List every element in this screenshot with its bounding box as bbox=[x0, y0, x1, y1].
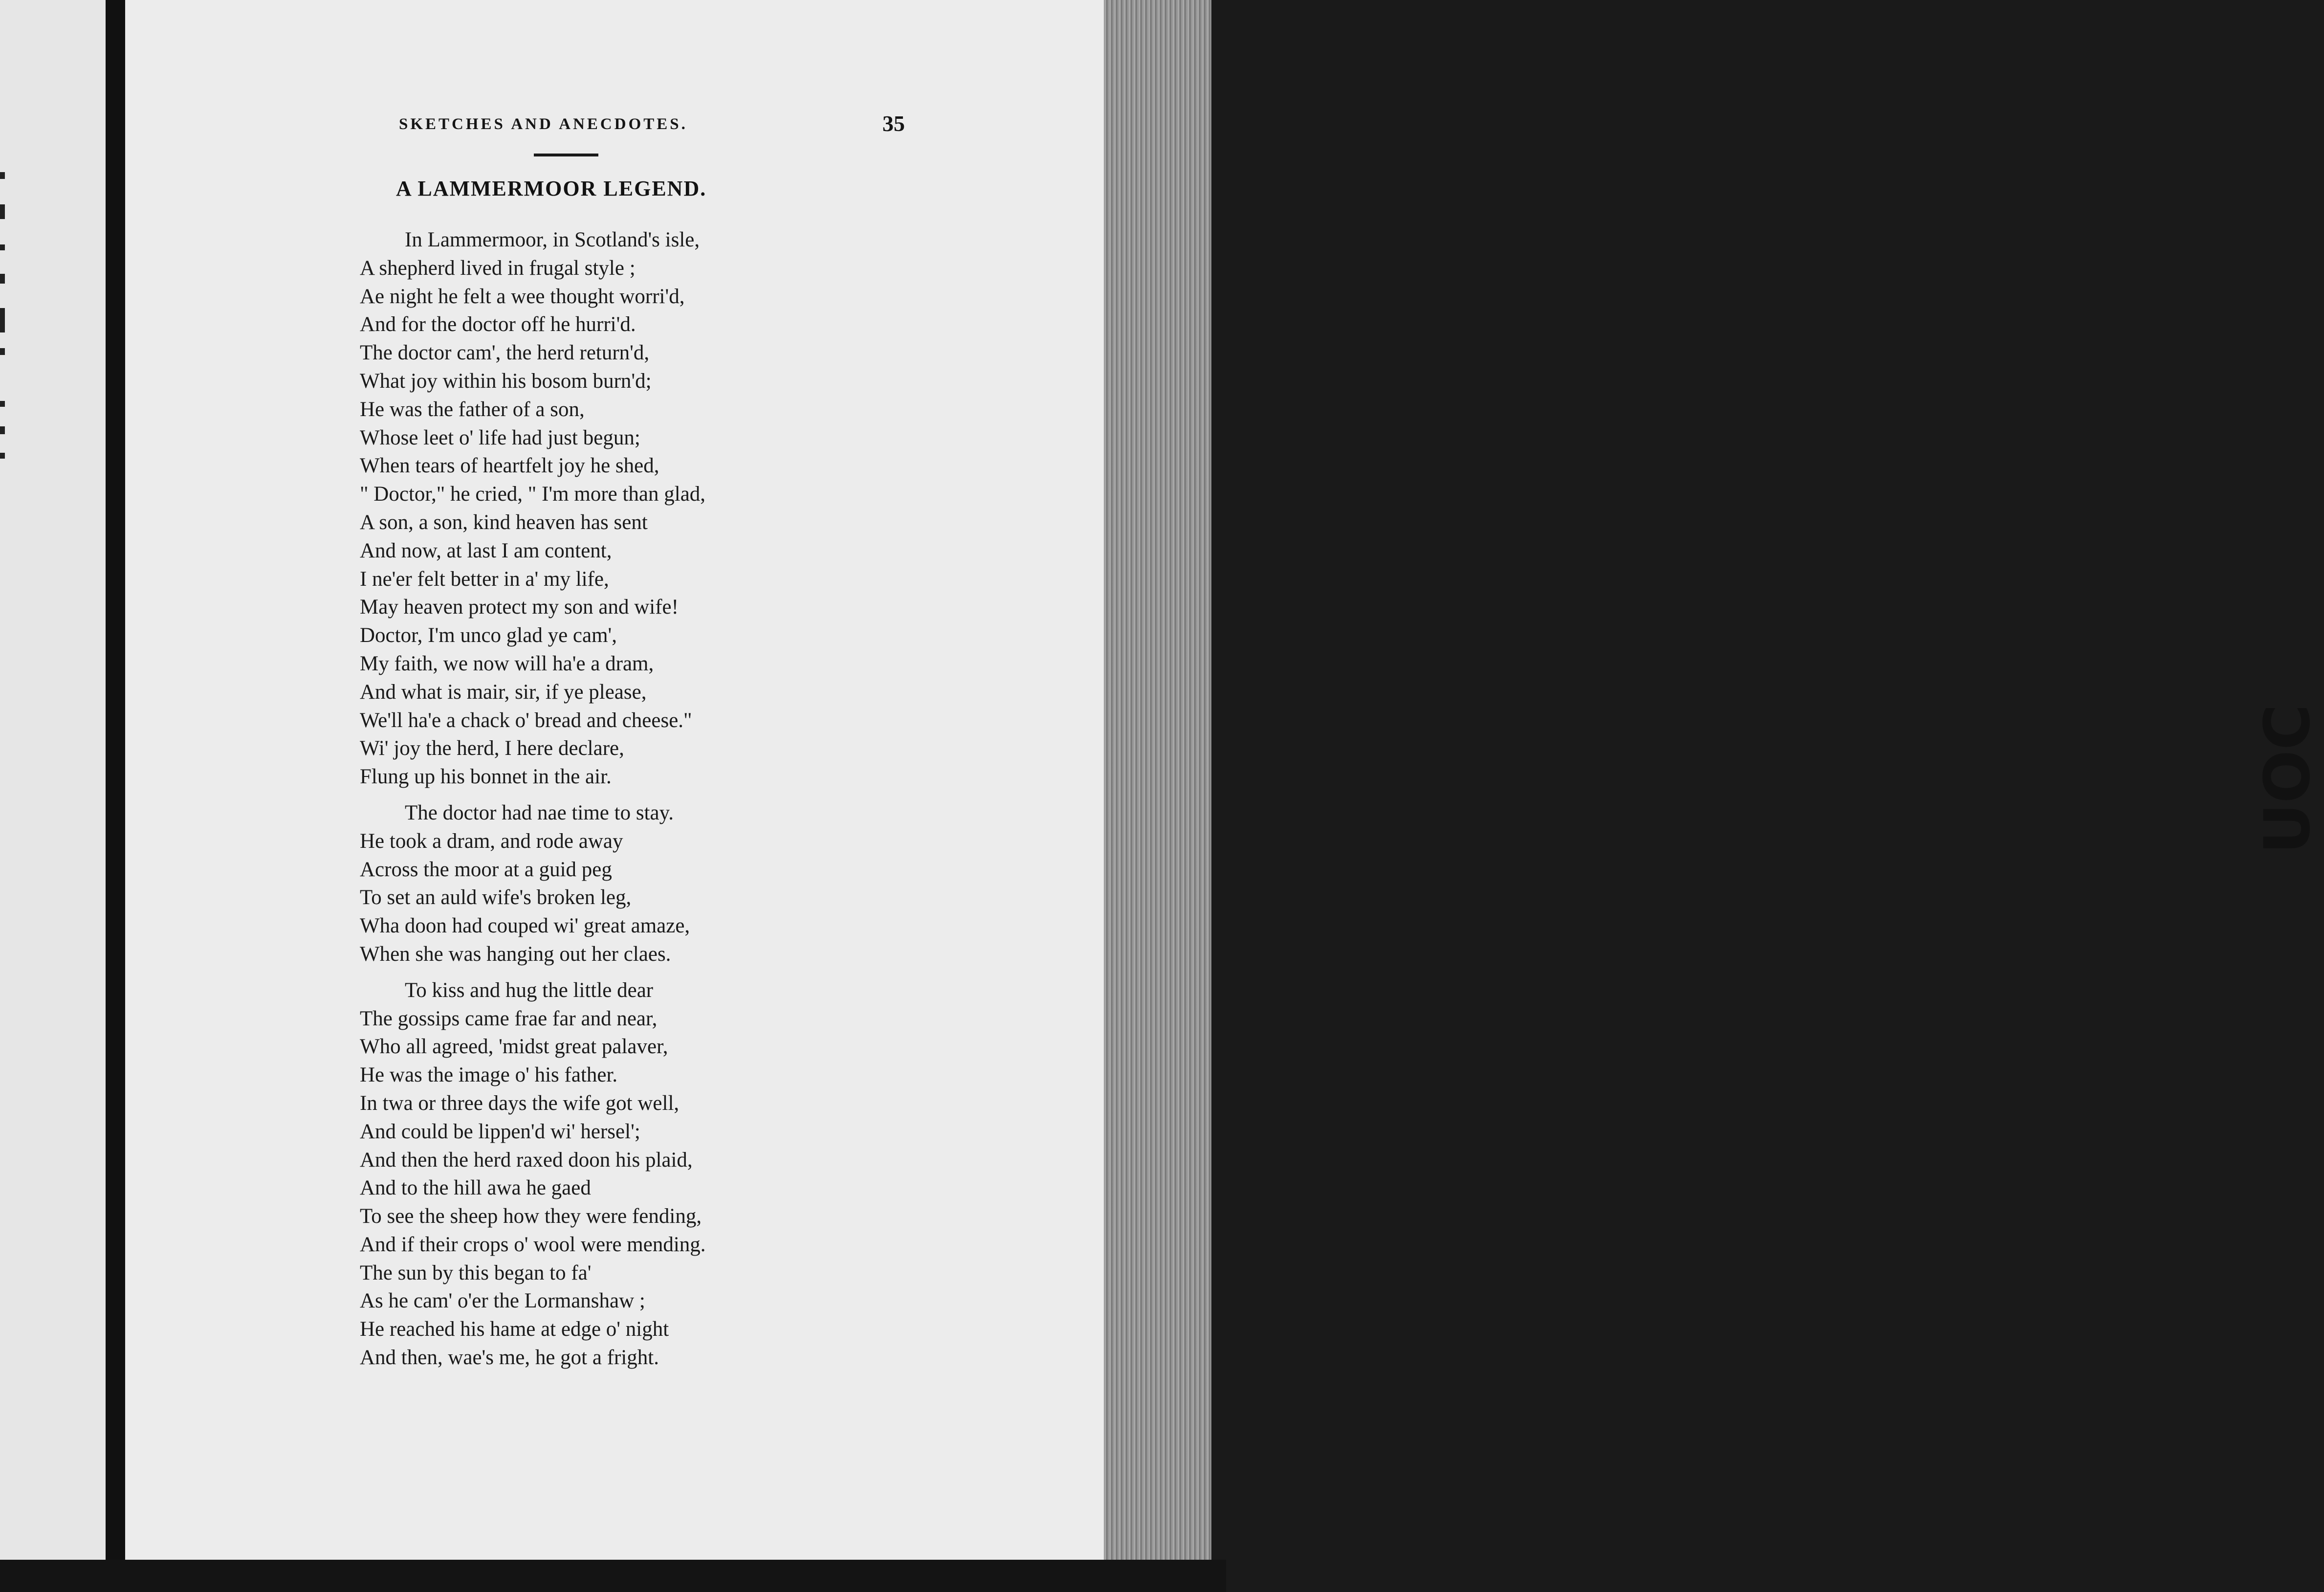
poem-body bbox=[360, 226, 1069, 1372]
poem-line: He was the image o' his father. bbox=[360, 1063, 618, 1087]
poem-line: To see the sheep how they were fending, bbox=[360, 1205, 702, 1228]
poem-line: Flung up his bonnet in the air. bbox=[360, 765, 612, 789]
poem-line: The sun by this began to fa' bbox=[360, 1261, 592, 1284]
previous-page-text-fragment bbox=[0, 308, 5, 332]
poem-line: In Lammermoor, in Scotland's isle, bbox=[405, 228, 700, 251]
poem-line: And if their crops o' wool were mending. bbox=[360, 1233, 706, 1256]
previous-page-text-fragment bbox=[0, 244, 5, 250]
previous-page-text-fragment bbox=[0, 348, 5, 355]
poem-line: When she was hanging out her claes. bbox=[360, 942, 671, 966]
poem-line: The doctor cam', the herd return'd, bbox=[360, 341, 650, 365]
previous-page-text-fragment bbox=[0, 426, 5, 434]
scan-bottom-border bbox=[0, 1560, 1226, 1592]
poem-line: And to the hill awa he gaed bbox=[360, 1176, 591, 1200]
poem-line: When tears of heartfelt joy he shed, bbox=[360, 454, 659, 478]
edge-stamp: UOC bbox=[2251, 704, 2324, 854]
poem-line: May heaven protect my son and wife! bbox=[360, 596, 679, 619]
poem-line: " Doctor," he cried, " I'm more than glad, bbox=[360, 483, 706, 506]
previous-page-text-fragment bbox=[0, 204, 5, 219]
poem-line: And for the doctor off he hurri'd. bbox=[360, 313, 636, 336]
poem-line: Whose leet o' life had just begun; bbox=[360, 426, 640, 449]
poem-line: My faith, we now will ha'e a dram, bbox=[360, 652, 654, 675]
poem-line: He reached his hame at edge o' night bbox=[360, 1318, 669, 1341]
poem-line: What joy within his bosom burn'd; bbox=[360, 369, 652, 393]
poem-line: Who all agreed, 'midst great palaver, bbox=[360, 1035, 668, 1059]
poem-line: The doctor had nae time to stay. bbox=[405, 801, 674, 824]
running-head bbox=[391, 111, 919, 145]
stanza-2 bbox=[360, 799, 1069, 969]
poem-line: Wha doon had couped wi' great amaze, bbox=[360, 914, 690, 938]
previous-page-text-fragment bbox=[0, 453, 5, 459]
page-number: 35 bbox=[882, 111, 905, 136]
previous-page-text-fragment bbox=[0, 401, 5, 407]
poem-line: And then the herd raxed doon his plaid, bbox=[360, 1148, 693, 1172]
poem-line: We'll ha'e a chack o' bread and cheese." bbox=[360, 708, 692, 732]
poem-line: To kiss and hug the little dear bbox=[405, 978, 654, 1002]
poem-line: The gossips came frae far and near, bbox=[360, 1007, 658, 1030]
running-head-title: SKETCHES AND ANECDOTES. bbox=[399, 115, 688, 133]
poem-line: And what is mair, sir, if ye please, bbox=[360, 680, 647, 704]
stanza-3 bbox=[360, 976, 1069, 1372]
poem-line: He was the father of a son, bbox=[360, 398, 585, 421]
poem-line: He took a dram, and rode away bbox=[360, 829, 623, 853]
poem-line: And could be lippen'd wi' hersel'; bbox=[360, 1120, 640, 1143]
poem-line: A shepherd lived in frugal style ; bbox=[360, 256, 636, 280]
previous-page-edge bbox=[0, 0, 106, 1560]
previous-page-text-fragment bbox=[0, 274, 5, 284]
book-gutter bbox=[106, 0, 125, 1592]
poem-line: And then, wae's me, he got a fright. bbox=[360, 1346, 659, 1370]
poem-line: Doctor, I'm unco glad ye cam', bbox=[360, 624, 617, 647]
poem-line: Wi' joy the herd, I here declare, bbox=[360, 737, 624, 760]
stanza-1 bbox=[360, 226, 1069, 791]
poem-line: In twa or three days the wife got well, bbox=[360, 1091, 680, 1115]
poem-line: As he cam' o'er the Lormanshaw ; bbox=[360, 1289, 645, 1313]
page-block-edges bbox=[1104, 0, 2324, 1560]
poem-line: Across the moor at a guid peg bbox=[360, 858, 612, 881]
previous-page-text-fragment bbox=[0, 172, 5, 179]
header-rule bbox=[534, 154, 598, 156]
poem-line: And now, at last I am content, bbox=[360, 539, 612, 562]
poem-title: A LAMMERMOOR LEGEND. bbox=[396, 177, 707, 200]
poem-line: I ne'er felt better in a' my life, bbox=[360, 567, 609, 591]
poem-line: To set an auld wife's broken leg, bbox=[360, 886, 632, 909]
poem-line: A son, a son, kind heaven has sent bbox=[360, 510, 648, 534]
poem-line: Ae night he felt a wee thought worri'd, bbox=[360, 285, 685, 308]
